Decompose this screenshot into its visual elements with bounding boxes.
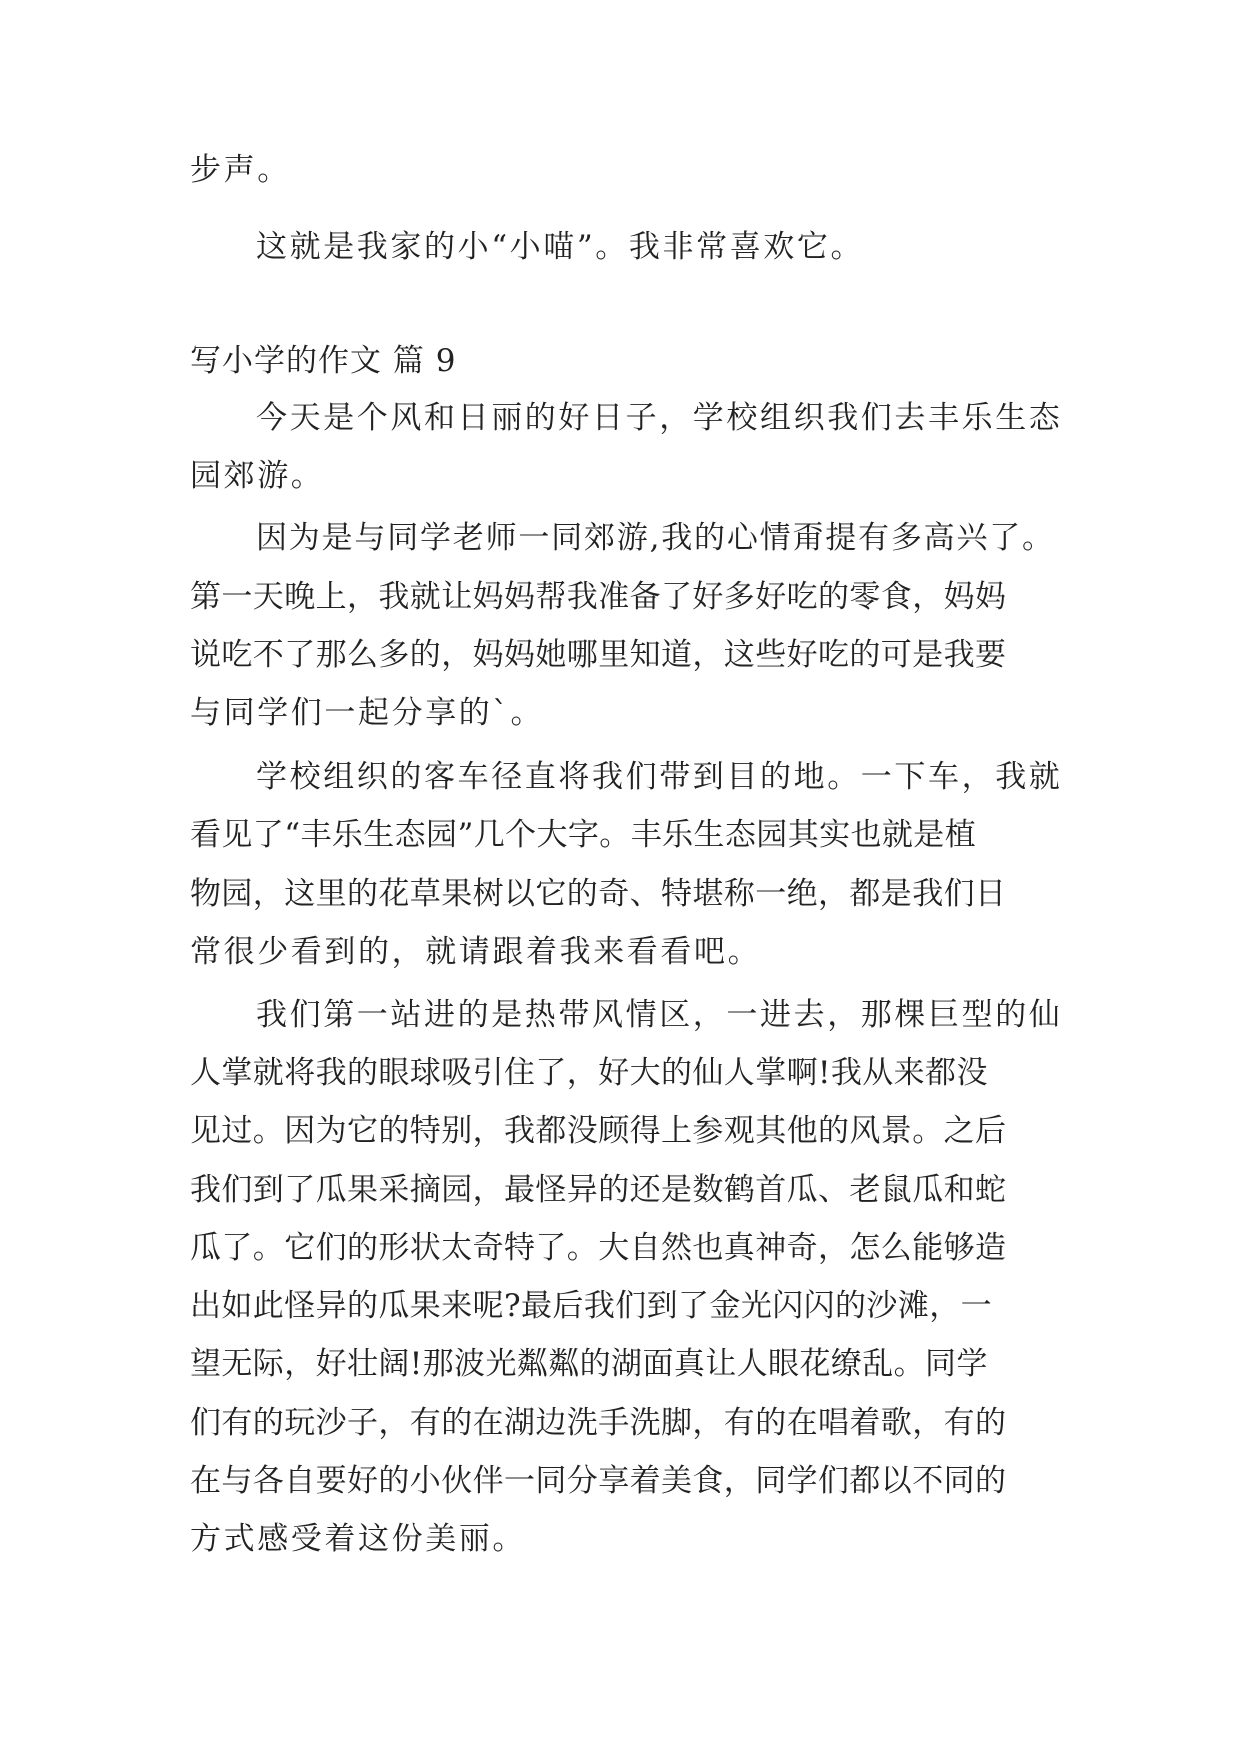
section-heading: 写小学的作文 篇 9 [190,343,457,379]
paragraph-line: 学校组织的客车径直将我们带到目的地。一下车，我就 [256,759,1063,795]
paragraph-line: 因为是与同学老师一同郊游,我的心情甭提有多高兴了。 [256,520,1055,556]
paragraph-line: 常很少看到的，就请跟着我来看看吧。 [190,934,762,970]
paragraph-line: 今天是个风和日丽的好日子，学校组织我们去丰乐生态 [256,400,1063,436]
paragraph-line: 园郊游。 [190,458,325,494]
paragraph-line: 第一天晚上，我就让妈妈帮我准备了好多好吃的零食，妈妈 [190,579,1007,615]
paragraph-line: 与同学们一起分享的`。 [190,695,545,731]
paragraph-line: 说吃不了那么多的，妈妈她哪里知道，这些好吃的可是我要 [190,637,1007,673]
paragraph-line: 步声。 [190,152,291,188]
paragraph-line: 出如此怪异的瓜果来呢?最后我们到了金光闪闪的沙滩，一 [190,1288,993,1324]
paragraph-line: 们有的玩沙子，有的在湖边洗手洗脚，有的在唱着歌，有的 [190,1405,1007,1441]
paragraph-line: 方式感受着这份美丽。 [190,1521,526,1557]
paragraph-line: 我们到了瓜果采摘园，最怪异的还是数鹤首瓜、老鼠瓜和蛇 [190,1172,1007,1208]
paragraph-line: 望无际，好壮阔!那波光粼粼的湖面真让人眼花缭乱。同学 [190,1346,988,1382]
paragraph-line: 在与各自要好的小伙伴一同分享着美食，同学们都以不同的 [190,1463,1007,1499]
paragraph-line: 瓜了。它们的形状太奇特了。大自然也真神奇，怎么能够造 [190,1230,1007,1266]
paragraph-line: 我们第一站进的是热带风情区，一进去，那棵巨型的仙 [256,997,1063,1033]
paragraph-line: 看见了“丰乐生态园”几个大字。丰乐生态园其实也就是植 [190,817,977,853]
paragraph-line: 这就是我家的小“小喵”。我非常喜欢它。 [256,229,865,265]
paragraph-line: 见过。因为它的特别，我都没顾得上参观其他的风景。之后 [190,1113,1007,1149]
paragraph-line: 物园，这里的花草果树以它的奇、特堪称一绝，都是我们日 [190,876,1007,912]
paragraph-line: 人掌就将我的眼球吸引住了，好大的仙人掌啊!我从来都没 [190,1055,988,1091]
